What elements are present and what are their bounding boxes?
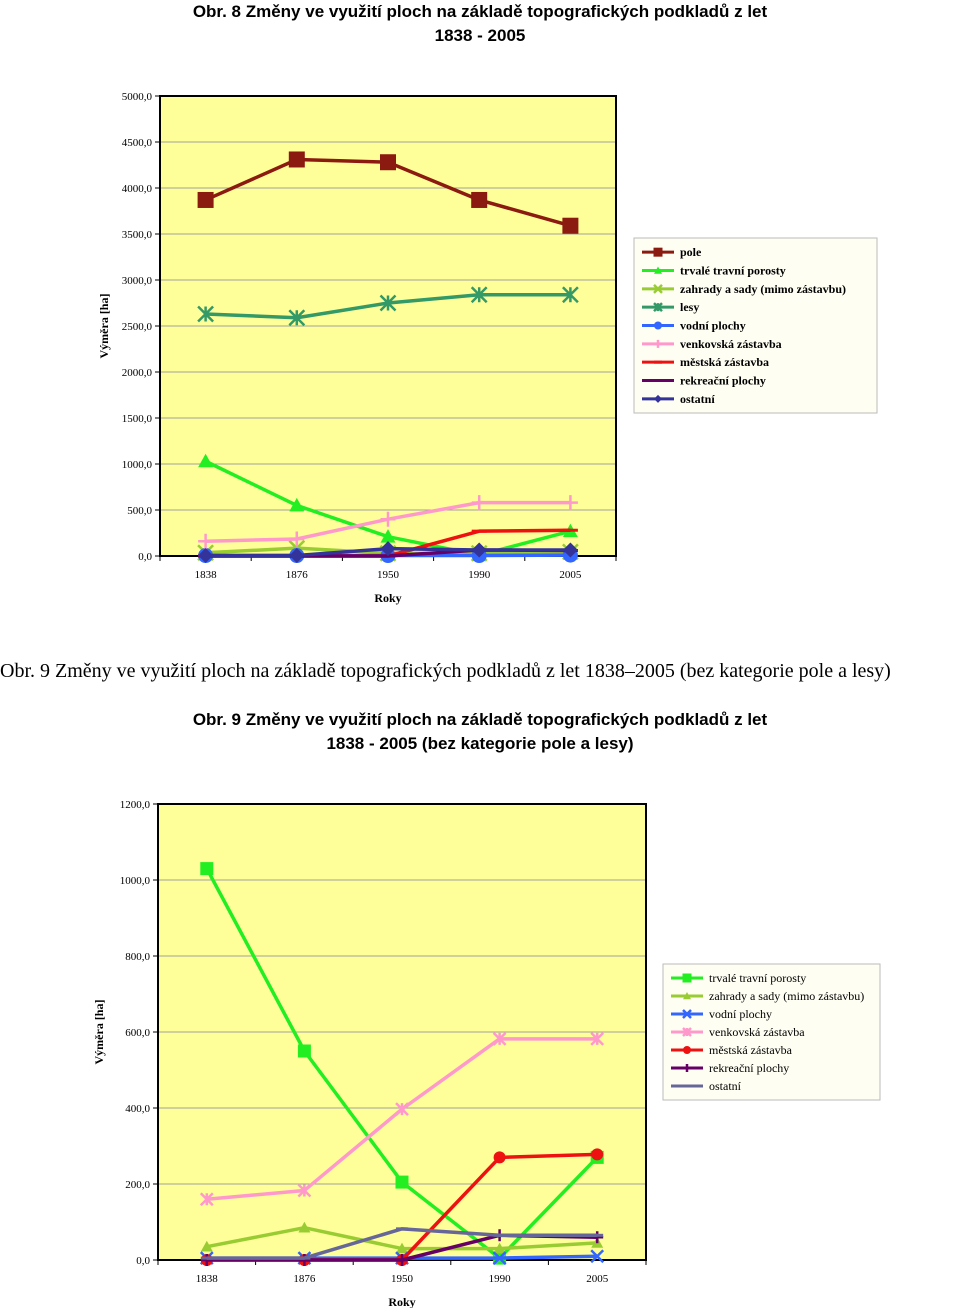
chart1-legend-label-lesy: lesy [680,300,700,315]
figure2-caption: Obr. 9 Změny ve využití ploch na základě topografických podkladů z let 1838–2005 (bez kategorie pole a lesy) [0,660,891,682]
chart1-x-axis-label: Roky [374,591,402,605]
chart1-legend-label-pole: pole [680,245,702,260]
chart1-y-tick-label: 2000,0 [121,367,152,379]
chart2-point-trvale-travni-porosty [201,863,213,875]
chart1-legend-label-zahrady-a-sady-mimo-zastavbu: zahrady a sady (mimo zástavbu) [680,281,847,296]
chart2-point-mestska-zastavba [591,1148,603,1160]
chart2-x-tick-label: 1876 [293,1273,316,1285]
chart1-legend-label-trvale-travni-porosty: trvalé travní porosty [680,263,786,278]
chart2-x-axis-label: Roky [388,1295,416,1308]
chart1-legend-label-venkovska-zastavba: venkovská zástavba [680,336,782,351]
chart2-legend-label-trvale-travni-porosty: trvalé travní porosty [709,971,807,985]
chart2-legend [663,964,880,1100]
figure2-title-line2: 1838 - 2005 (bez kategorie pole a lesy) [326,734,634,753]
chart1-point-pole [563,218,578,233]
figure2-title [0,708,960,756]
chart2-x-tick-label: 2005 [586,1273,609,1285]
chart1-y-axis-label: Výměra [ha] [97,293,111,359]
chart2-legend-marker-mestska-zastavba [683,1046,691,1054]
chart1-legend-marker-vodni-plochy [654,322,662,330]
figure1-title [0,0,960,48]
figure1-title-line1: Obr. 8 Změny ve využití ploch na základě topografických podkladů z let [192,2,768,21]
chart2-y-tick-label: 400,0 [125,1103,150,1115]
chart1-x-tick-label: 1950 [377,569,399,581]
chart2-y-tick-label: 600,0 [125,1027,150,1039]
chart2-x-tick-label: 1990 [488,1273,511,1285]
chart1-x-tick-label: 2005 [559,569,582,581]
chart2-y-ticks [120,799,158,1267]
chart-land-use-all [0,60,960,620]
chart2-y-tick-label: 200,0 [125,1179,150,1191]
chart2-y-tick-label: 0,0 [136,1255,150,1267]
chart2-legend-label-rekreacni-plochy: rekreační plochy [709,1061,790,1075]
chart1-legend [634,238,877,413]
chart2-y-tick-label: 1000,0 [119,875,150,887]
chart1-legend-label-rekreacni-plochy: rekreační plochy [680,373,766,388]
chart1-legend-label-ostatni: ostatní [680,391,715,406]
chart2-y-tick-label: 1200,0 [119,799,150,811]
chart2-legend-label-venkovska-zastavba: venkovská zástavba [709,1025,805,1039]
chart2-x-tick-label: 1838 [195,1273,218,1285]
chart1-legend-label-vodni-plochy: vodní plochy [680,318,746,333]
chart1-y-tick-label: 3500,0 [121,229,152,241]
chart2-point-trvale-travni-porosty [396,1176,408,1188]
chart1-point-pole [289,152,304,167]
chart1-y-tick-label: 0,0 [138,551,152,563]
chart1-y-tick-label: 1500,0 [121,413,152,425]
chart2-y-tick-label: 800,0 [125,951,150,963]
chart2-y-axis-label: Výměra [ha] [92,999,106,1065]
chart2-legend-label-ostatni: ostatní [709,1079,741,1093]
chart1-y-tick-label: 4000,0 [121,183,152,195]
chart1-point-pole [381,155,396,170]
chart2-x-tick-label: 1950 [391,1273,413,1285]
chart1-y-tick-label: 1000,0 [121,459,152,471]
chart1-y-ticks [122,91,160,563]
chart1-legend-marker-pole [654,248,662,256]
chart1-y-tick-label: 500,0 [127,505,152,517]
chart1-y-tick-label: 3000,0 [121,275,152,287]
chart1-x-tick-label: 1876 [285,569,308,581]
chart1-x-tick-label: 1838 [194,569,217,581]
chart2-legend-label-mestska-zastavba: městská zástavba [709,1043,792,1057]
figure2-title-line1: Obr. 9 Změny ve využití ploch na základě topografických podkladů z let [192,710,768,729]
figure1-title-line2: 1838 - 2005 [434,26,526,45]
chart1-y-tick-label: 5000,0 [121,91,152,103]
chart2-legend-label-zahrady-a-sady-mimo-zastavbu: zahrady a sady (mimo zástavbu) [709,989,865,1003]
chart2-point-trvale-travni-porosty [298,1045,310,1057]
chart1-y-tick-label: 2500,0 [121,321,152,333]
chart-land-use-reduced [0,790,960,1308]
chart2-legend-marker-trvale-travni-porosty [683,974,691,982]
chart2-legend-label-vodni-plochy: vodní plochy [709,1007,772,1021]
chart1-legend-label-mestska-zastavba: městská zástavba [680,355,769,370]
chart1-y-tick-label: 4500,0 [121,137,152,149]
chart2-point-mestska-zastavba [494,1151,506,1163]
chart1-point-pole [198,192,213,207]
chart1-x-tick-label: 1990 [468,569,491,581]
chart1-point-pole [472,192,487,207]
